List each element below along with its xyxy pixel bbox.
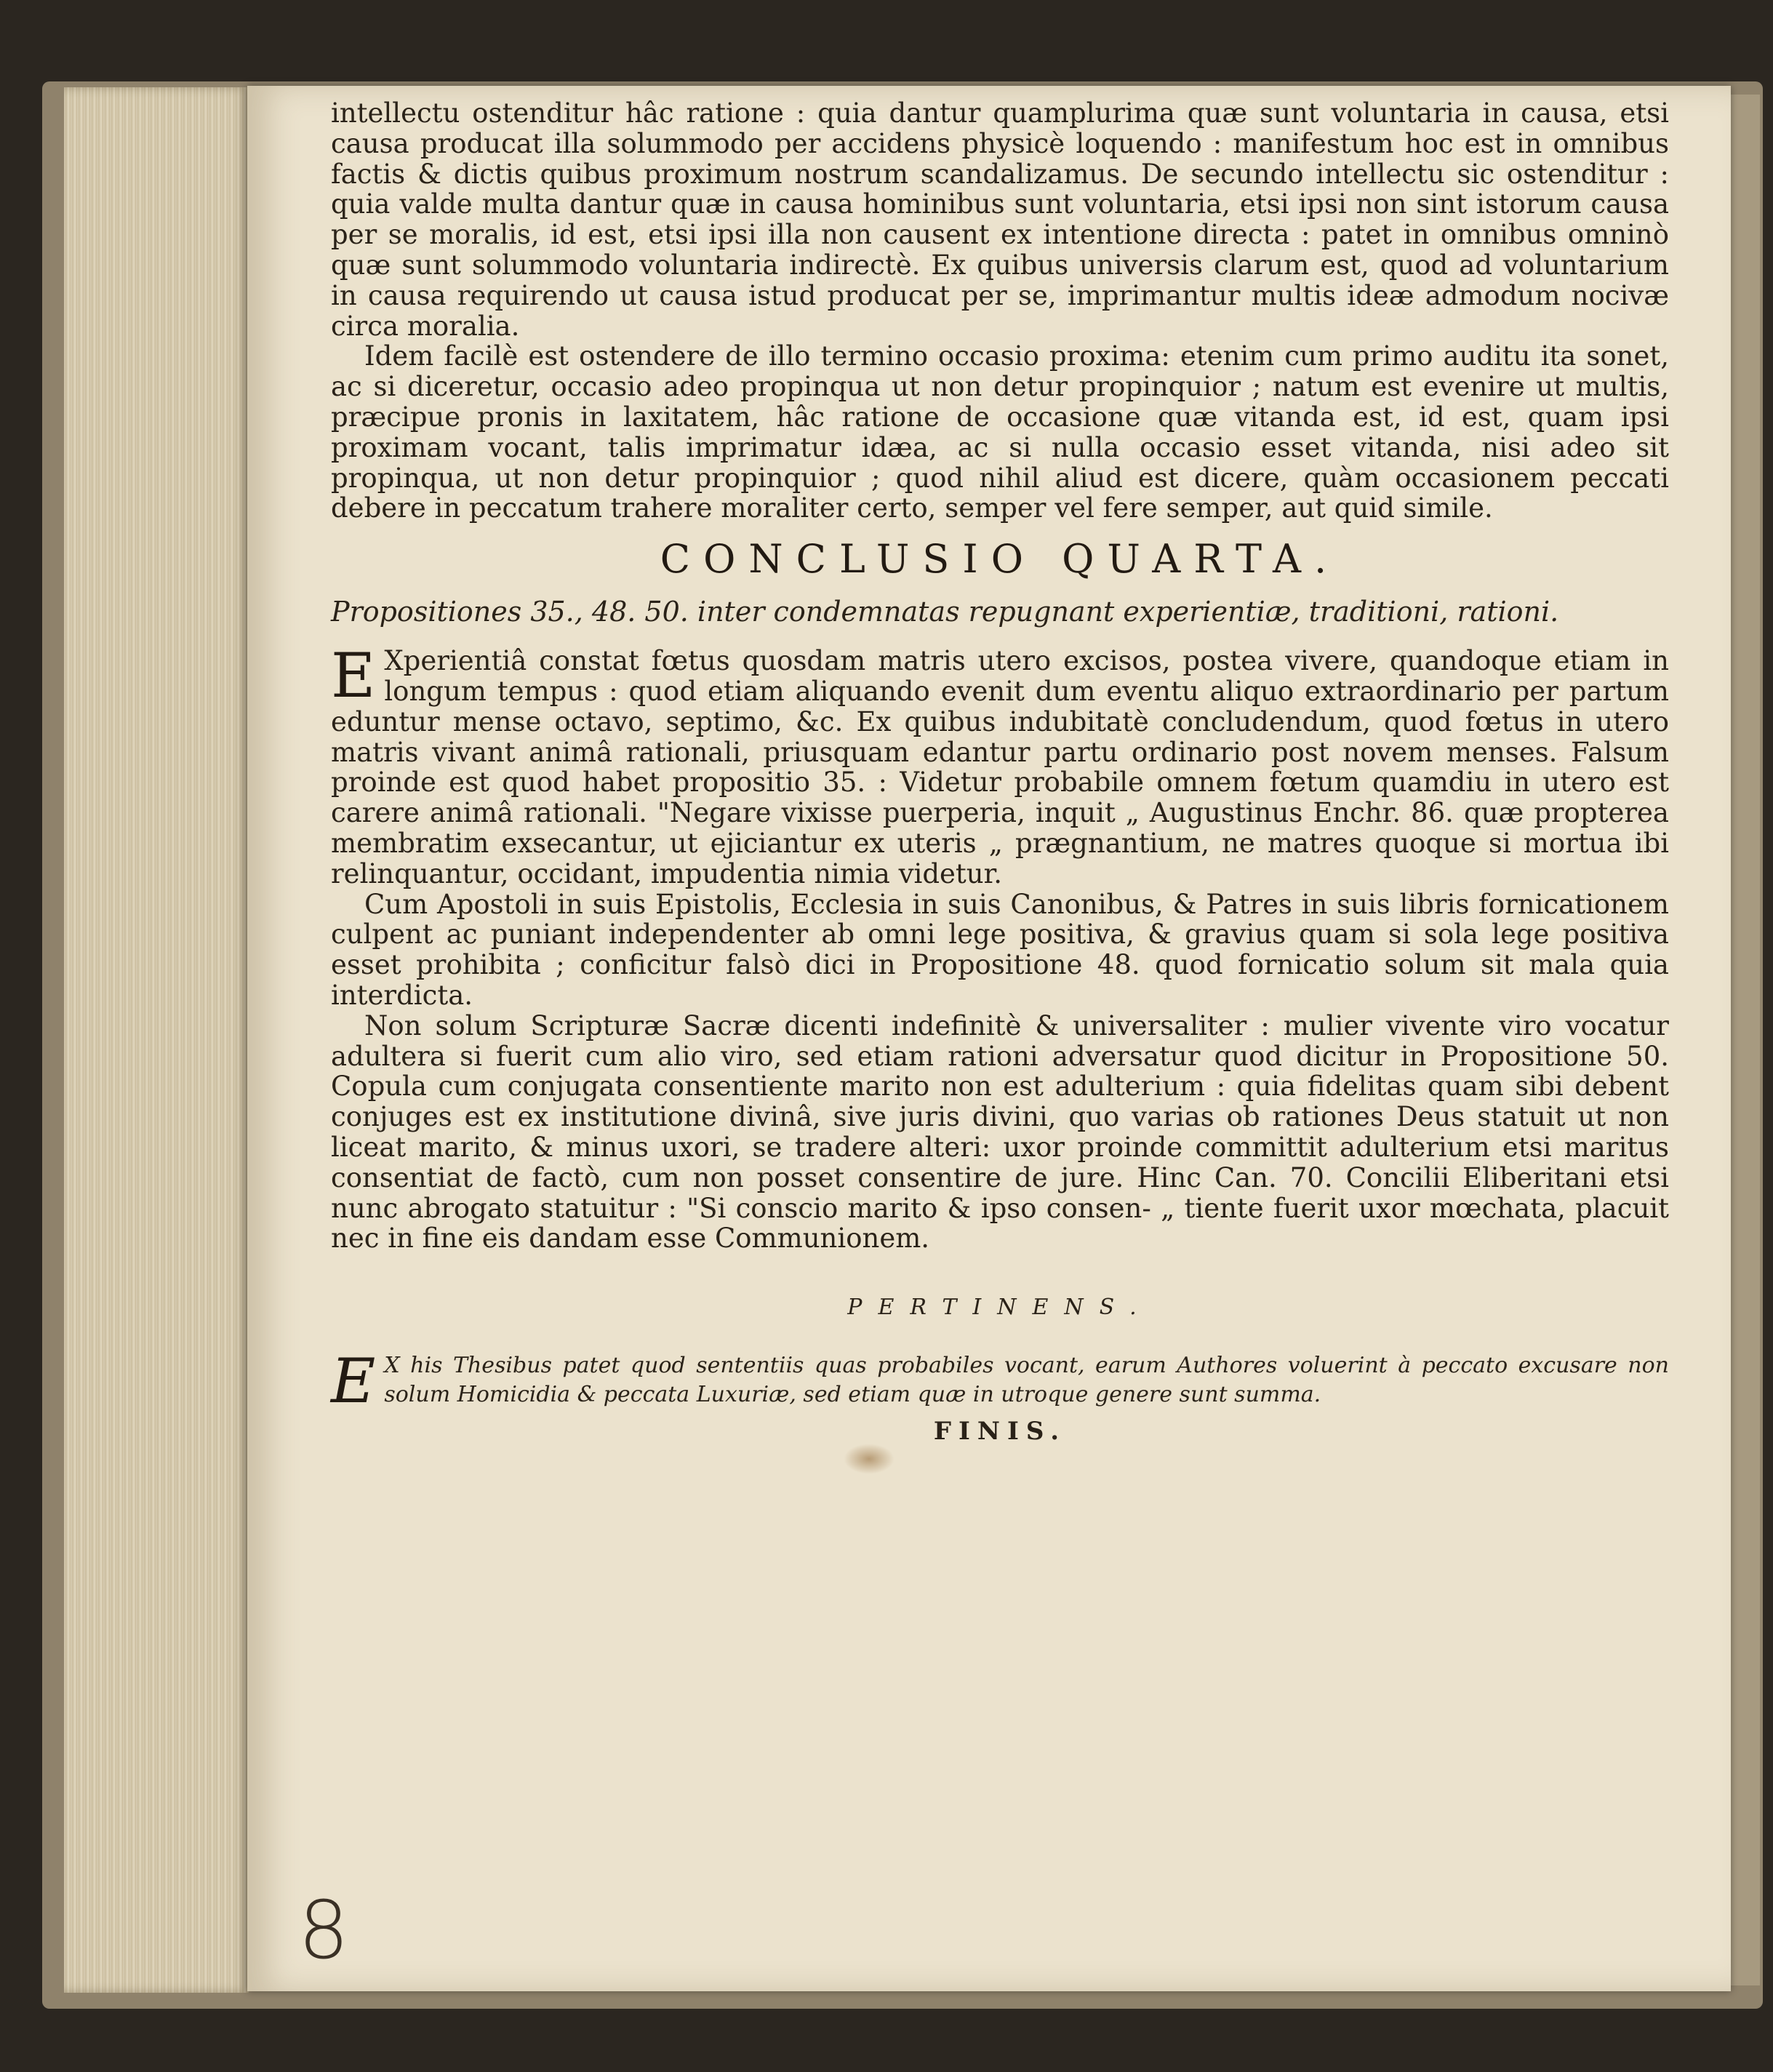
paragraph-pertinens	[331, 1345, 1669, 1417]
paragraph-scripturae: Non solum Scripturæ Sacræ dicenti indefinitè & universaliter : mulier vivente viro vocatur adultera si fuerit cum alio viro, sed etiam rationi adversatur quod dicitur in Propositione 50. Copula cum conjugata consentiente marito non est adulterium : quia fidelitas quam sibi debent conjuges est ex institutione divinâ, sive juris divini, quo varias ob rationes Deus statuit ut non liceat marito, & minus uxori, se tradere alteri: uxor proinde committit adulterium etsi maritus consentiat de factò, cum non posset consentire de jure. Hinc Can. 70. Concilii Eliberitani etsi nunc abrogato statuitur : "Si conscio marito & ipso consen- „ tiente fuerit uxor mœchata, placuit nec in fine eis dandam esse Communionem.	[331, 1009, 1669, 1255]
pertinens-heading: PERTINENS.	[847, 1295, 1153, 1321]
paragraph-occasio-proxima: Idem facilè est ostendere de illo termino occasio proxima: etenim cum primo auditu ita sonet, ac si diceretur, occasio adeo propinqua ut non detur propinquior ; natum est evenire ut multis, præcipue pronis in laxitatem, hâc ratione de occasione quæ vitanda est, id est, quam ipsi proximam vocant, talis imprimatur idæa, ac si nulla occasio esset vitanda, nisi adeo sit propinqua, ut non detur propinquior ; quod nihil aliud est dicere, quàm occasionem peccati debere in peccatum trahere moraliter certo, semper vel fere semper, aut quid simile.	[331, 340, 1669, 524]
paragraph-pertinens-text: X his Thesibus patet quod sententiis quas probabiles vocant, earum Authores voluerint à peccato excusare non solum Homicidia & peccata Luxuriæ, sed etiam quæ in utroque genere sunt summa.	[384, 1353, 1669, 1408]
conclusio-quarta-heading: CONCLUSIO QUARTA.	[660, 536, 1340, 583]
pertinens-drop-cap: E	[331, 1345, 376, 1417]
page-text	[331, 98, 1669, 1447]
page-edges	[64, 87, 249, 1993]
paragraph-experientia	[331, 640, 1669, 889]
pencil-number-mark: 8	[298, 1884, 349, 1977]
paragraph-experientia-text: Xperientiâ constat fœtus quosdam matris utero excisos, postea vivere, quandoque etiam in longum tempus : quod etiam aliquando evenit dum eventu aliquo extraordinario per partum eduntur mense octavo, septimo, &c. Ex quibus indubitatè concludendum, quod fœtus in utero matris vivant animâ rationali, priusquam edantur partu ordinario post novem menses. Falsum proinde est quod habet propositio 35. : Videtur probabile omnem fœtum quamdiu in utero est carere animâ rationali. "Negare vixisse puerperia, inquit „ Augustinus Enchr. 86. quæ propterea membratim exsecantur, ut ejiciantur ex uteris „ prægnantium, ne matres quoque si mortua ibi relinquantur, occidant, impudentia nimia videtur.	[331, 645, 1669, 889]
book-right-edge	[1731, 95, 1760, 1985]
ink-stain	[844, 1444, 894, 1474]
paragraph-intellectu: intellectu ostenditur hâc ratione : quia dantur quamplurima quæ sunt voluntaria in causa, etsi causa producat illa solummodo per accidens physicè loquendo : manifestum hoc est in omnibus factis & dictis quibus proximum nostrum scandalizamus. De secundo intellectu sic ostenditur : quia valde multa dantur quæ in causa hominibus sunt voluntaria, etsi ipsi non sint istorum causa per se moralis, id est, etsi ipsi illa non causent ex intentione directa : patet in omnibus omninò quæ sunt solummodo voluntaria indirectè. Ex quibus universis clarum est, quod ad voluntarium in causa requirendo ut causa istud producat per se, imprimantur multis ideæ admodum nocivæ circa moralia.	[331, 97, 1669, 342]
finis-label: FINIS.	[933, 1417, 1067, 1447]
propositiones-subheading: Propositiones 35., 48. 50. inter condemnatas repugnant experientiæ, traditioni, rationi.	[331, 596, 1559, 628]
drop-cap: E	[331, 640, 376, 712]
paragraph-apostoli: Cum Apostoli in suis Epistolis, Ecclesia in suis Canonibus, & Patres in suis libris fornicationem culpent ac puniant independenter ab omni lege positiva, & gravius quam si sola lege positiva esset prohibita ; conficitur falsò dici in Propositione 48. quod fornicatio solum sit mala quia interdicta.	[331, 888, 1669, 1011]
